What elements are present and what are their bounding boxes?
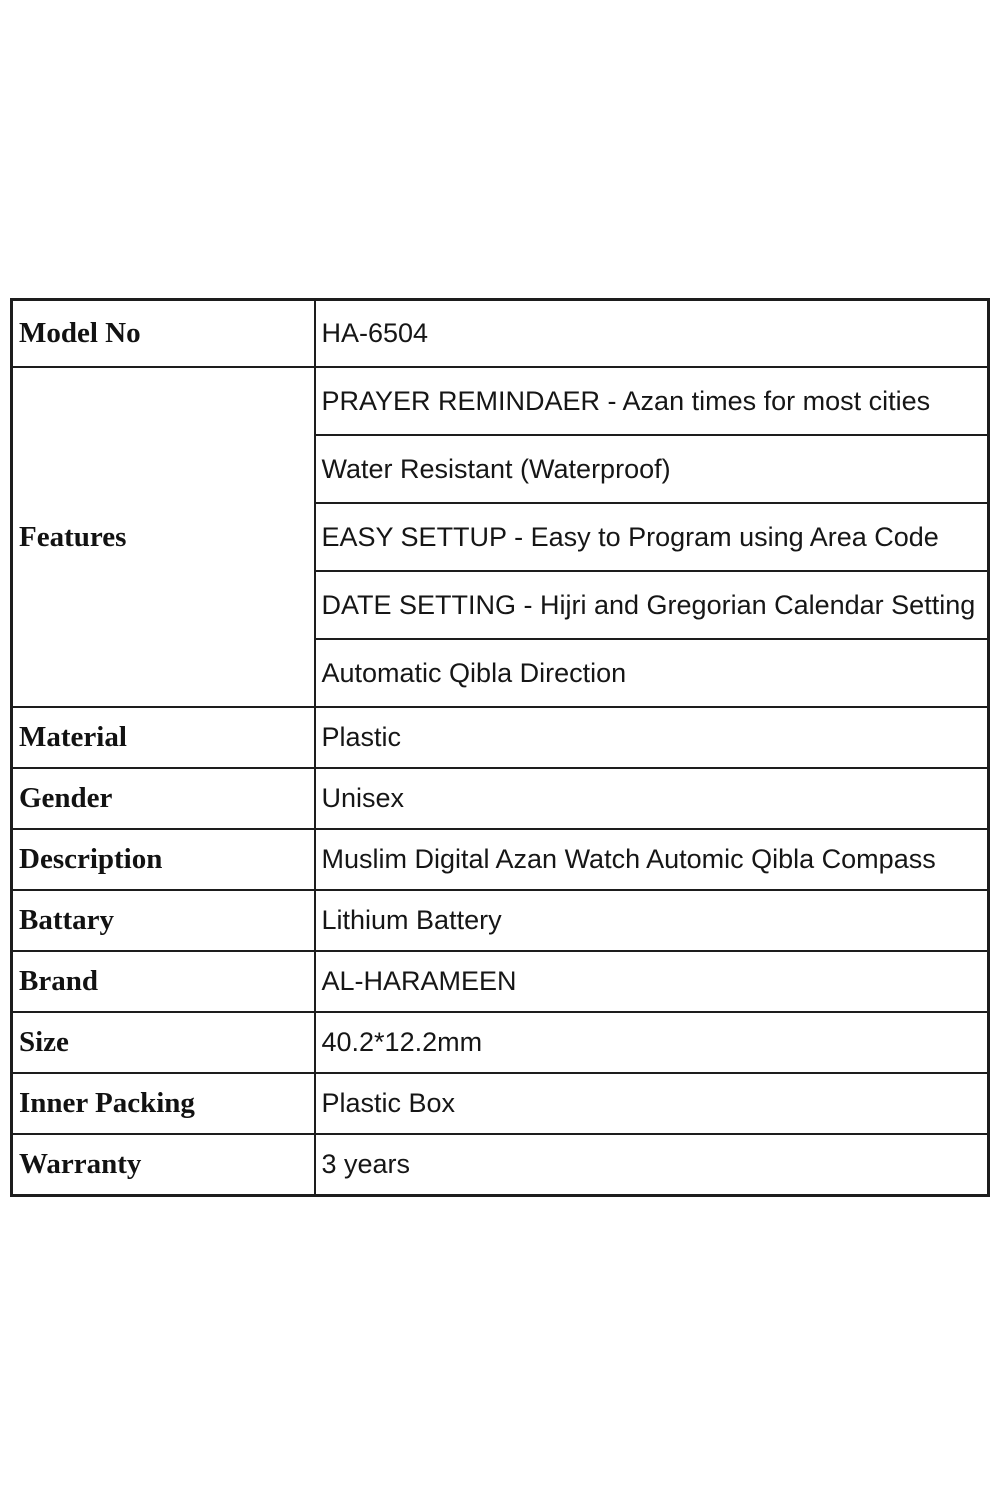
spec-value-battery: Lithium Battery: [315, 890, 989, 951]
feature-item-qibla-direction: Automatic Qibla Direction: [315, 639, 989, 707]
row-battery: [12, 890, 989, 951]
row-brand: [12, 951, 989, 1012]
feature-item-date-setting: DATE SETTING - Hijri and Gregorian Calendar Setting: [315, 571, 989, 639]
row-features: [12, 367, 989, 435]
row-warranty: [12, 1134, 989, 1196]
row-size: [12, 1012, 989, 1073]
spec-value-size: 40.2*12.2mm: [315, 1012, 989, 1073]
spec-label-material: Material: [12, 707, 315, 768]
feature-item-water-resistant: Water Resistant (Waterproof): [315, 435, 989, 503]
row-inner-packing: [12, 1073, 989, 1134]
spec-value-model-no: HA-6504: [315, 300, 989, 368]
spec-value-brand: AL-HARAMEEN: [315, 951, 989, 1012]
spec-label-model-no: Model No: [12, 300, 315, 368]
spec-value-material: Plastic: [315, 707, 989, 768]
row-description: [12, 829, 989, 890]
spec-label-battery: Battary: [12, 890, 315, 951]
spec-value-gender: Unisex: [315, 768, 989, 829]
spec-value-warranty: 3 years: [315, 1134, 989, 1196]
feature-item-prayer-reminder: PRAYER REMINDAER - Azan times for most cities: [315, 367, 989, 435]
row-model-no: [12, 300, 989, 368]
spec-value-inner-packing: Plastic Box: [315, 1073, 989, 1134]
spec-label-features: Features: [12, 367, 315, 707]
spec-label-gender: Gender: [12, 768, 315, 829]
spec-value-description: Muslim Digital Azan Watch Automic Qibla Compass: [315, 829, 989, 890]
row-material: [12, 707, 989, 768]
spec-label-size: Size: [12, 1012, 315, 1073]
product-spec-table: [10, 298, 990, 1197]
spec-label-warranty: Warranty: [12, 1134, 315, 1196]
spec-label-brand: Brand: [12, 951, 315, 1012]
row-gender: [12, 768, 989, 829]
spec-label-inner-packing: Inner Packing: [12, 1073, 315, 1134]
feature-item-easy-setup: EASY SETTUP - Easy to Program using Area Code: [315, 503, 989, 571]
spec-label-description: Description: [12, 829, 315, 890]
